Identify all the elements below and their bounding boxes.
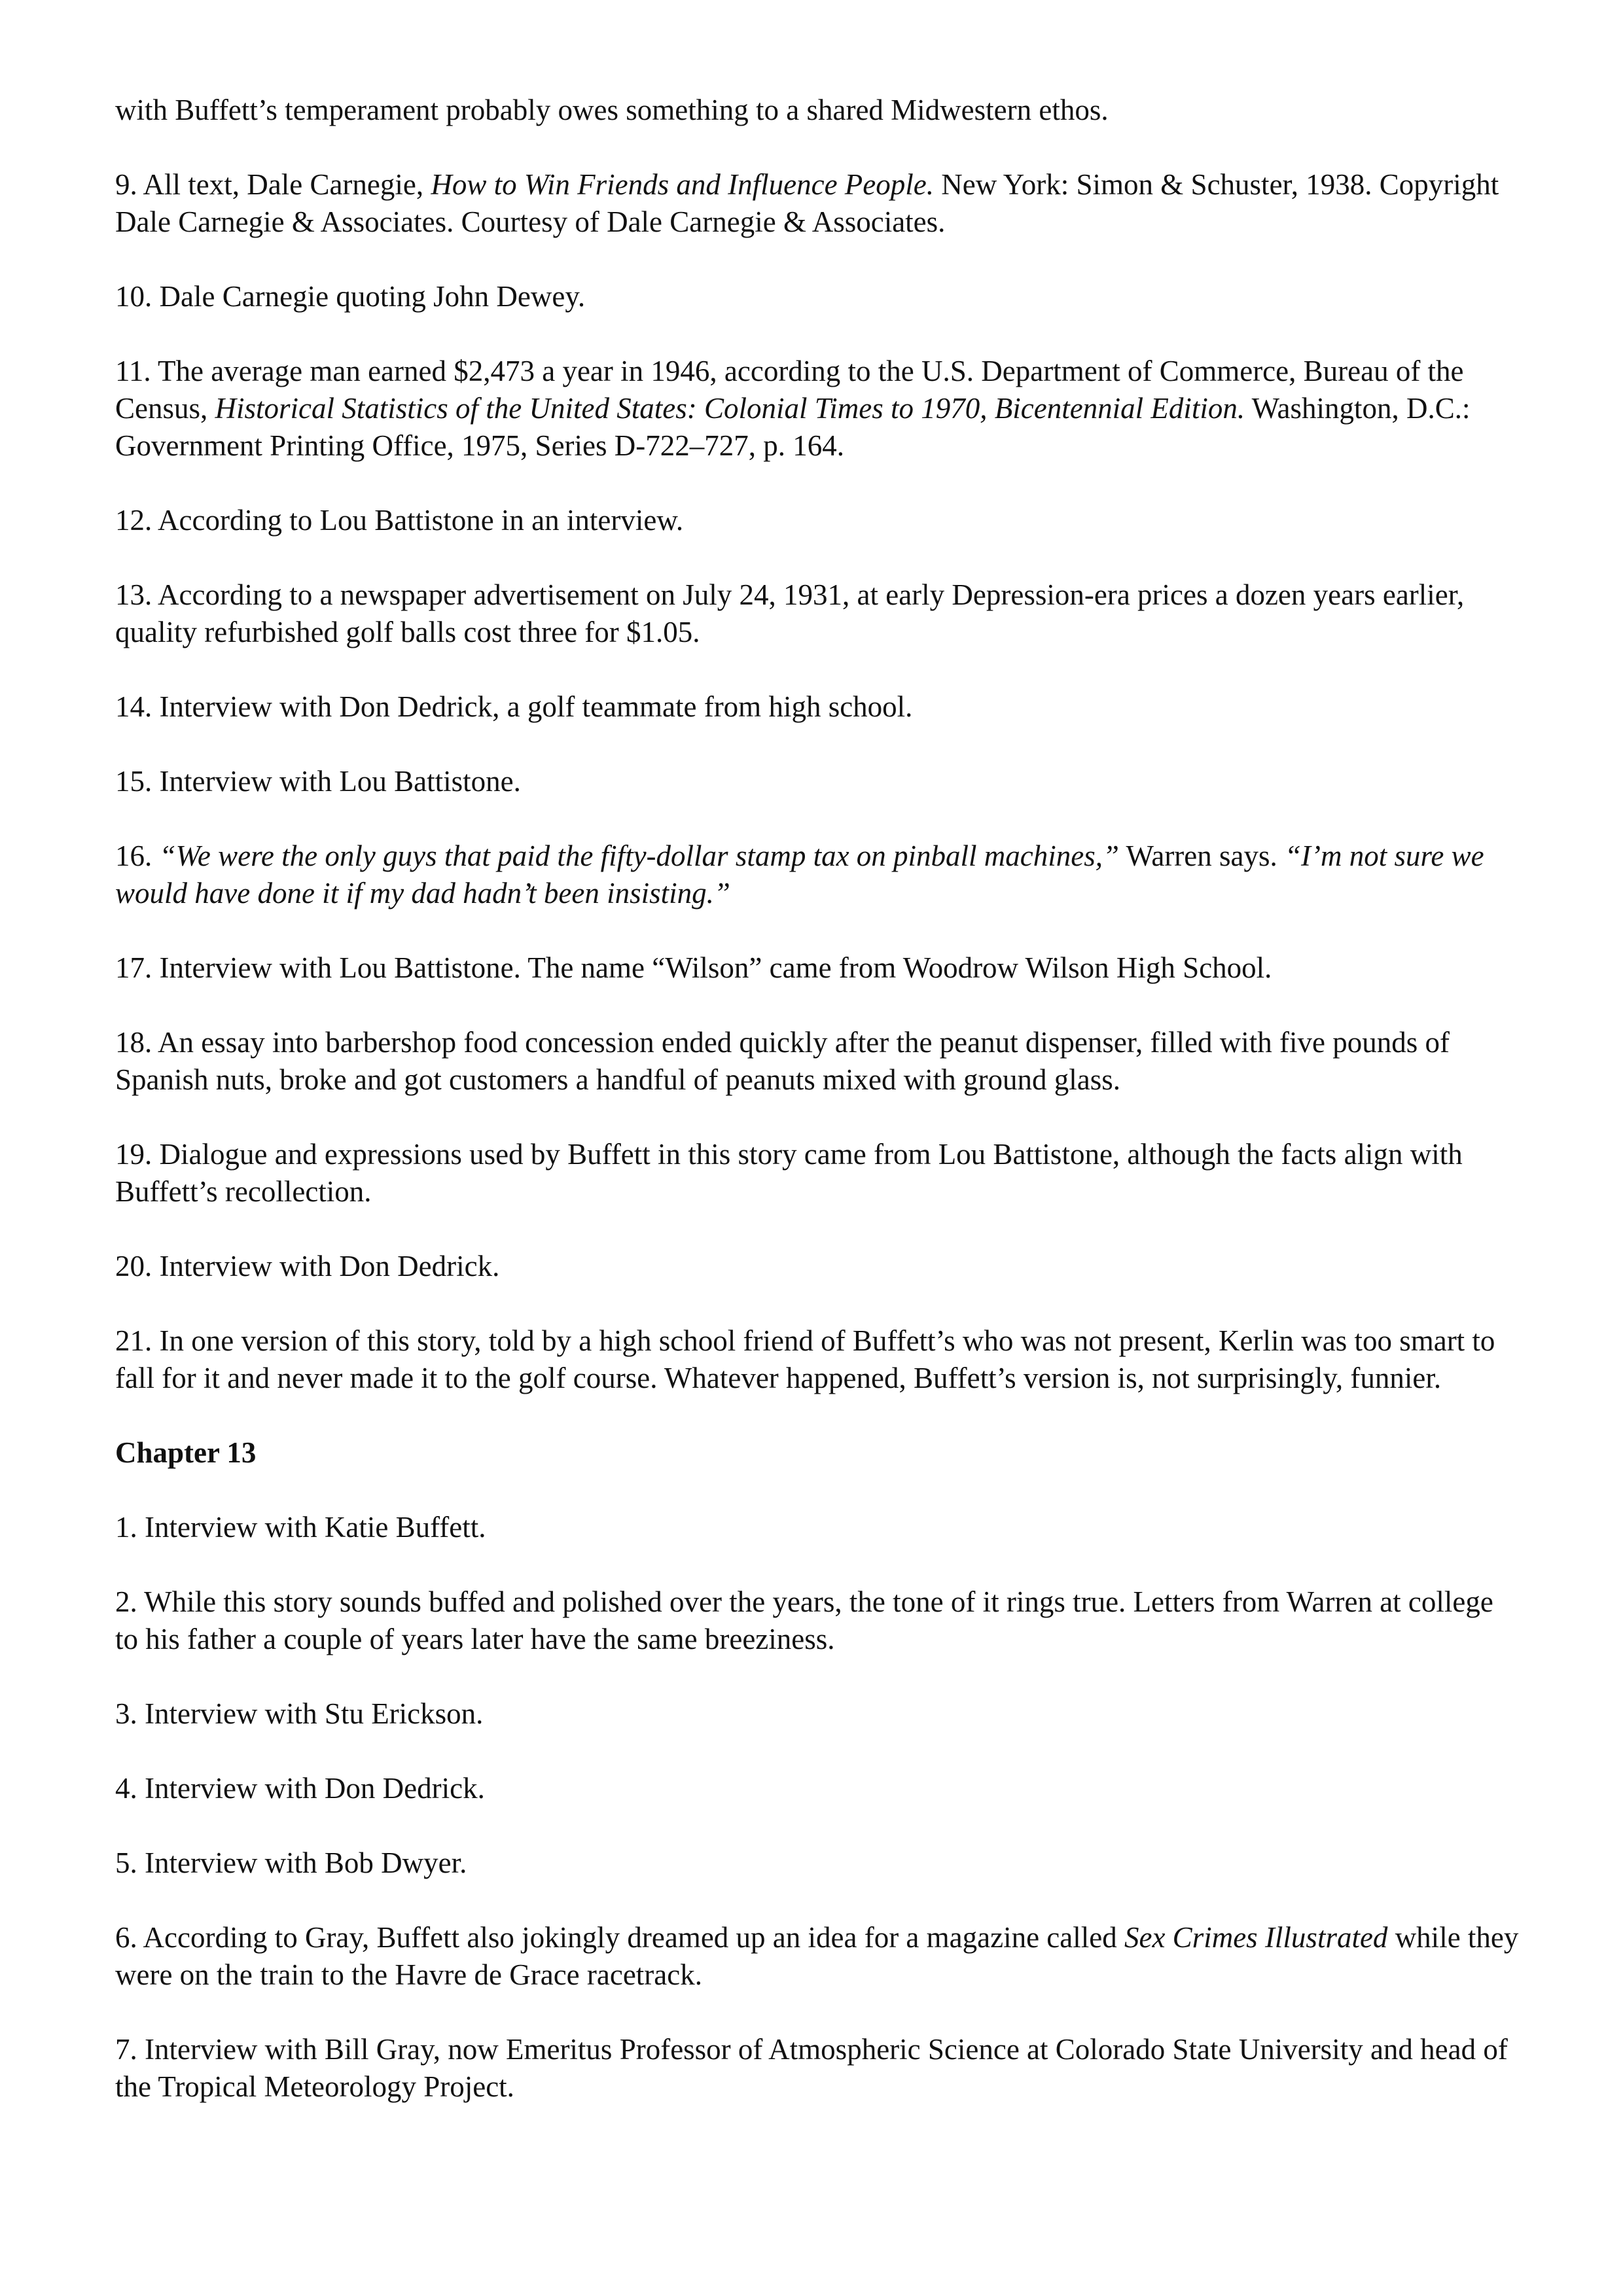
endnote: [115, 502, 1522, 539]
endnote-text: 12. According to Lou Battistone in an interview.: [115, 504, 684, 537]
endnote-italic-text: “I’m not sure we would have done it if my dad hadn’t been insisting.”: [115, 839, 1484, 910]
endnote: [115, 1583, 1522, 1658]
endnote-text: 2. While this story sounds buffed and polished over the years, the tone of it rings true. Letters from Warren at college to his father a couple of years later have the same breeziness.: [115, 1585, 1493, 1655]
endnote-text: 13. According to a newspaper advertisement on July 24, 1931, at early Depression-era prices a dozen years earlier, quality refurbished golf balls cost three for $1.05.: [115, 578, 1465, 648]
endnote-text: while they were on the train to the Havre de Grace racetrack.: [115, 1921, 1519, 1991]
endnote: [115, 278, 1522, 315]
endnote-italic-text: “We were the only guys that paid the fifty-dollar stamp tax on pinball machines,”: [159, 839, 1120, 872]
endnote-text: 21. In one version of this story, told by a high school friend of Buffett’s who was not present, Kerlin was too smart to fall for it and never made it to the golf course. Whatever happened, Buffett’s version is, not surprisingly, funnier.: [115, 1324, 1495, 1394]
endnote-text: Washington, D.C.: Government Printing Office, 1975, Series D-722–727, p. 164.: [115, 392, 1471, 462]
endnote-text: 4. Interview with Don Dedrick.: [115, 1772, 485, 1805]
endnote: [115, 1845, 1522, 1882]
endnote-text: 10. Dale Carnegie quoting John Dewey.: [115, 280, 586, 313]
endnote-text: 5. Interview with Bob Dwyer.: [115, 1846, 467, 1879]
endnote-text: 18. An essay into barbershop food concession ended quickly after the peanut dispenser, filled with five pounds of Spanish nuts, broke and got customers a handful of peanuts mixed with ground glass.: [115, 1026, 1450, 1096]
notes-chapter-12: [115, 166, 1522, 1397]
endnote: [115, 838, 1522, 912]
endnote: [115, 1770, 1522, 1807]
endnote: [115, 1695, 1522, 1733]
endnote: [115, 763, 1522, 800]
endnote: [115, 1136, 1522, 1210]
endnote: [115, 166, 1522, 241]
endnote-text: Warren says.: [1119, 839, 1285, 872]
endnote-text: 11. The average man earned $2,473 a year in 1946, according to the U.S. Department of Commerce, Bureau of the Census,: [115, 355, 1464, 425]
chapter-heading: Chapter 13: [115, 1436, 257, 1469]
notes-chapter-13: [115, 1509, 1522, 2106]
endnote-text: New York: Simon & Schuster, 1938. Copyright Dale Carnegie & Associates. Courtesy of Dale Carnegie & Associates.: [115, 168, 1499, 238]
endnote: [115, 949, 1522, 987]
endnote-text: 20. Interview with Don Dedrick.: [115, 1250, 500, 1282]
endnote-italic-text: Historical Statistics of the United States: Colonial Times to 1970, Bicentennial Edition.: [215, 392, 1245, 425]
endnote-text: 17. Interview with Lou Battistone. The name “Wilson” came from Woodrow Wilson High School.: [115, 951, 1272, 984]
endnote-italic-text: Sex Crimes Illustrated: [1124, 1921, 1388, 1954]
endnote-text: 3. Interview with Stu Erickson.: [115, 1697, 484, 1730]
endnote-text: 19. Dialogue and expressions used by Buffett in this story came from Lou Battistone, although the facts align with Buffett’s recollection.: [115, 1138, 1463, 1208]
endnote: [115, 1322, 1522, 1397]
endnote: [115, 353, 1522, 465]
endnote: [115, 1919, 1522, 1994]
endnote-text: 6. According to Gray, Buffett also jokingly dreamed up an idea for a magazine called: [115, 1921, 1124, 1954]
endnote-text: 9. All text, Dale Carnegie,: [115, 168, 431, 201]
endnote: [115, 688, 1522, 726]
endnote: [115, 1248, 1522, 1285]
endnote-text: 16.: [115, 839, 160, 872]
continuation-paragraph: with Buffett’s temperament probably owes something to a shared Midwestern ethos.: [115, 94, 1109, 126]
document-page: [115, 92, 1522, 2143]
endnote: [115, 576, 1522, 651]
endnote-text: 15. Interview with Lou Battistone.: [115, 765, 521, 798]
endnote-text: 14. Interview with Don Dedrick, a golf teammate from high school.: [115, 690, 913, 723]
endnote: [115, 2031, 1522, 2106]
endnote-italic-text: How to Win Friends and Influence People.: [431, 168, 934, 201]
endnote: [115, 1024, 1522, 1099]
endnote-text: 7. Interview with Bill Gray, now Emeritus Professor of Atmospheric Science at Colorado State University and head of the Tropical Meteorology Project.: [115, 2033, 1508, 2103]
endnote-text: 1. Interview with Katie Buffett.: [115, 1511, 486, 1544]
endnote: [115, 1509, 1522, 1546]
